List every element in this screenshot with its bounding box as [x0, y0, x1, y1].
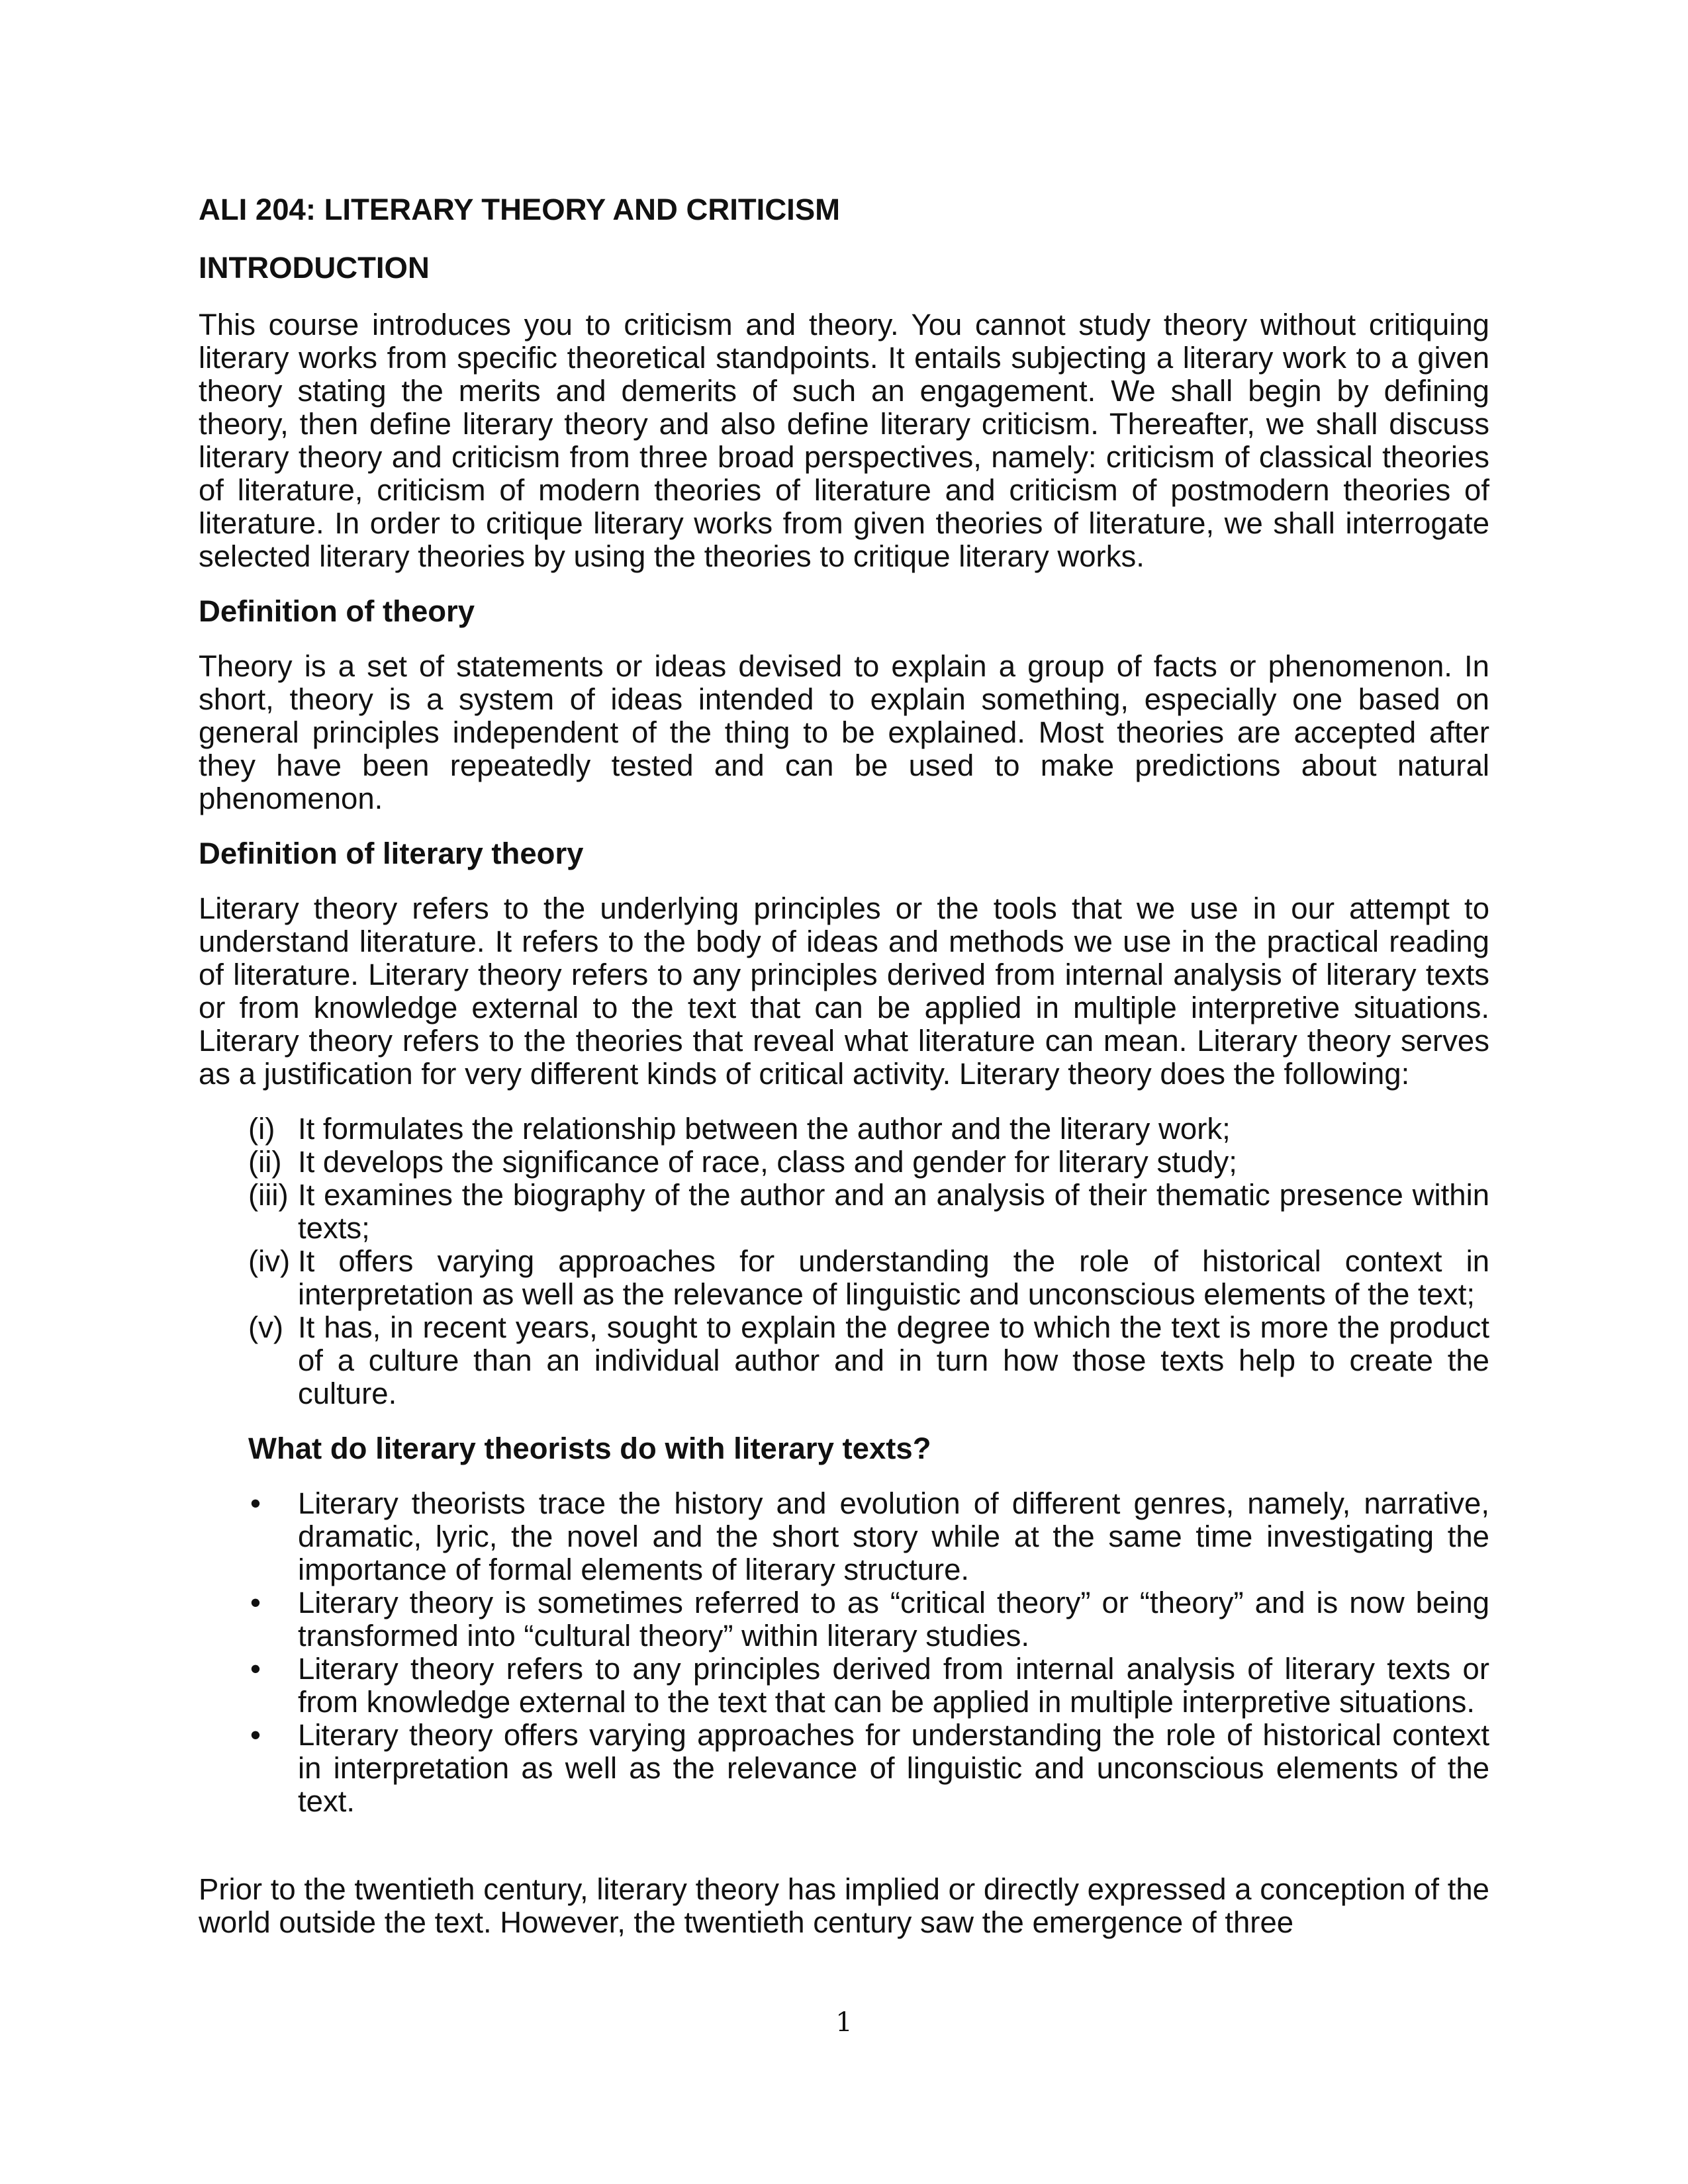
list-item-text: Literary theorists trace the history and evolution of different genres, namely, narrative, dramatic, lyric, the novel and the short story while at the same time investigating the importance of formal elements of literary structure.: [298, 1486, 1489, 1586]
list-item-text: Literary theory refers to any principles derived from internal analysis of literary texts or from knowledge external to the text that can be applied in multiple interpretive situations.: [298, 1652, 1489, 1719]
list-item: [248, 1310, 1489, 1410]
list-marker: (i): [248, 1112, 275, 1146]
page-content: [199, 193, 1489, 1939]
closing-paragraph: Prior to the twentieth century, literary theory has implied or directly expressed a conception of the world outside the text. However, the twentieth century saw the emergence of three: [199, 1872, 1489, 1939]
list-item-text: It develops the significance of race, class and gender for literary study;: [298, 1145, 1237, 1179]
bullet-icon: •: [250, 1718, 261, 1752]
list-item: [248, 1244, 1489, 1311]
literary-theorists-heading: What do literary theorists do with literary texts?: [248, 1432, 931, 1465]
page-number: 1: [835, 2007, 853, 2038]
list-marker: (iv): [248, 1244, 291, 1278]
list-marker: (v): [248, 1310, 284, 1344]
document-title: ALI 204: LITERARY THEORY AND CRITICISM: [199, 193, 841, 226]
definition-of-literary-theory-heading: Definition of literary theory: [199, 837, 584, 870]
definition-of-theory-heading: Definition of theory: [199, 594, 475, 628]
list-item-text: Literary theory is sometimes referred to as “critical theory” or “theory” and is now being transformed into “cultural theory” within literary studies.: [298, 1586, 1489, 1653]
list-item-text: It offers varying approaches for understanding the role of historical context in interpretation as well as the relevance of linguistic and unconscious elements of the text;: [298, 1244, 1489, 1311]
bullet-icon: •: [250, 1486, 261, 1520]
literary-theory-functions-list: [199, 1113, 1489, 1410]
list-item-text: Literary theory offers varying approaches for understanding the role of historical context in interpretation as well as the relevance of linguistic and unconscious elements of the text.: [298, 1718, 1489, 1818]
list-item: [250, 1486, 1489, 1586]
list-item: [248, 1112, 1489, 1146]
list-item-text: It examines the biography of the author and an analysis of their thematic presence within texts;: [298, 1178, 1489, 1245]
bullet-icon: •: [250, 1586, 261, 1619]
list-item-text: It has, in recent years, sought to explain the degree to which the text is more the product of a culture than an individual author and in turn how those texts help to create the culture.: [298, 1310, 1489, 1410]
list-item: [250, 1586, 1489, 1653]
list-marker: (ii): [248, 1145, 282, 1179]
list-item: [250, 1718, 1489, 1818]
definition-of-theory-paragraph: Theory is a set of statements or ideas devised to explain a group of facts or phenomenon. In short, theory is a system of ideas intended to explain something, especially one based on general principles independent of the thing to be explained. Most theories are accepted after they have been repeatedly tested and can be used to make predictions about natural phenomenon.: [199, 649, 1489, 815]
definition-of-literary-theory-paragraph: Literary theory refers to the underlying principles or the tools that we use in our attempt to understand literature. It refers to the body of ideas and methods we use in the practical reading of literature. Literary theory refers to any principles derived from internal analysis of literary texts or from knowledge external to the text that can be applied in multiple interpretive situations. Literary theory refers to the theories that reveal what literature can mean. Literary theory serves as a justification for very different kinds of critical activity. Literary theory does the following:: [199, 891, 1489, 1091]
introduction-paragraph: This course introduces you to criticism and theory. You cannot study theory without critiquing literary works from specific theoretical standpoints. It entails subjecting a literary work to a given theory stating the merits and demerits of such an engagement. We shall begin by defining theory, then define literary theory and also define literary criticism. Thereafter, we shall discuss literary theory and criticism from three broad perspectives, namely: criticism of classical theories of literature, criticism of modern theories of literature and criticism of postmodern theories of literature. In order to critique literary works from given theories of literature, we shall interrogate selected literary theories by using the theories to critique literary works.: [199, 308, 1489, 573]
list-item-text: It formulates the relationship between the author and the literary work;: [298, 1112, 1231, 1146]
list-item: [250, 1652, 1489, 1719]
list-item: [248, 1145, 1489, 1179]
list-marker: (iii): [248, 1178, 289, 1212]
bullet-icon: •: [250, 1652, 261, 1686]
introduction-heading: INTRODUCTION: [199, 251, 430, 285]
list-item: [248, 1178, 1489, 1245]
literary-theorists-bullet-list: [199, 1487, 1489, 1818]
